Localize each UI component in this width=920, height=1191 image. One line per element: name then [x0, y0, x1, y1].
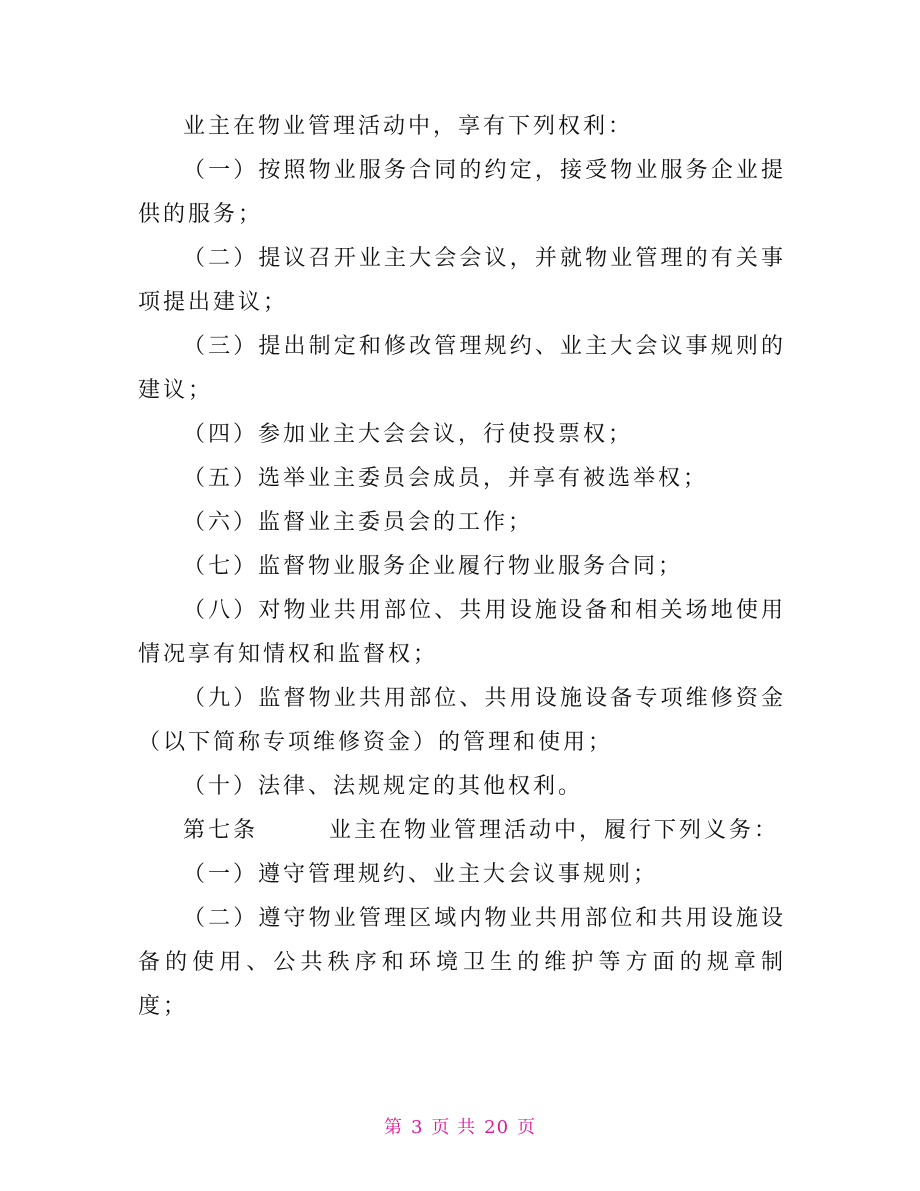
paragraph-right-6: （六）监督业主委员会的工作；: [183, 510, 534, 535]
paragraph-duty-1: （一）遵守管理规约、业主大会议事规则；: [183, 862, 659, 887]
paragraph-right-4: （四）参加业主大会会议，行使投票权；: [183, 422, 634, 447]
paragraph-rights-intro: 业主在物业管理活动中，享有下列权利：: [183, 114, 634, 139]
footer-page-number: 3: [410, 1117, 424, 1138]
document-body: [138, 105, 786, 1029]
article-text: 业主在物业管理活动中，履行下列义务：: [329, 818, 780, 843]
paragraph-right-5: （五）选举业主委员会成员，并享有被选举权；: [183, 466, 709, 491]
paragraph-right-9: （九）监督物业共用部位、共用设施设备专项维修资金（以下简称专项维修资金）的管理和使用；: [138, 686, 786, 755]
page-footer: [0, 1113, 920, 1139]
paragraph-right-3: （三）提出制定和修改管理规约、业主大会议事规则的建议；: [138, 334, 786, 403]
footer-suffix: 页: [517, 1117, 537, 1138]
paragraph-duty-2: （二）遵守物业管理区域内物业共用部位和共用设施设备的使用、公共秩序和环境卫生的维护等方面的规章制度；: [138, 906, 786, 1019]
paragraph-right-10: （十）法律、法规规定的其他权利。: [183, 774, 584, 799]
paragraph-article-7: [138, 809, 786, 853]
paragraph-right-2: （二）提议召开业主大会会议，并就物业管理的有关事项提出建议；: [138, 246, 786, 315]
paragraph-right-8: （八）对物业共用部位、共用设施设备和相关场地使用情况享有知情权和监督权；: [138, 598, 786, 667]
paragraph-right-1: （一）按照物业服务合同的约定，接受物业服务企业提供的服务；: [138, 158, 786, 227]
footer-middle: 页 共: [431, 1117, 477, 1138]
footer-total-pages: 20: [484, 1117, 510, 1138]
paragraph-right-7: （七）监督物业服务企业履行物业服务合同；: [183, 554, 684, 579]
footer-prefix: 第: [383, 1117, 403, 1138]
article-label: 第七条: [183, 818, 259, 843]
